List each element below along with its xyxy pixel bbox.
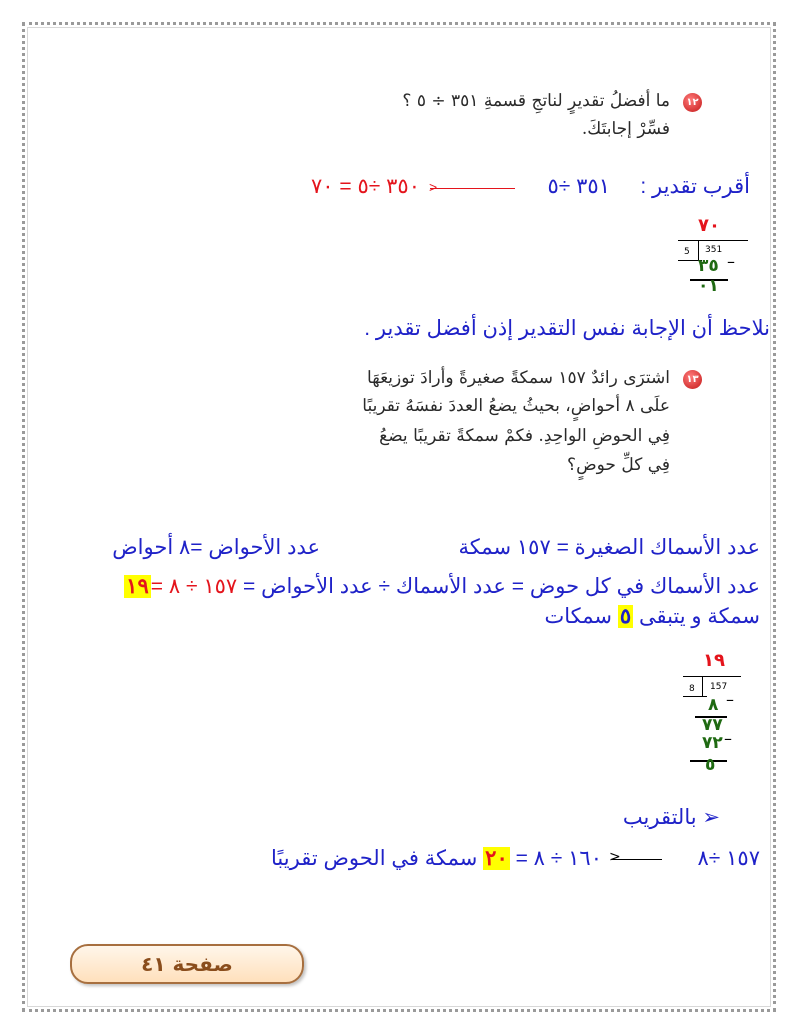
approx-heading	[623, 805, 720, 830]
page-number-badge: صفحة ٤١	[70, 944, 304, 984]
q13-divisor-line	[683, 696, 707, 697]
per-tank-calc: ١٥٧ ÷ ٨ =	[150, 575, 238, 598]
q13-dividend: 157	[710, 682, 728, 692]
estimate-arrow-head: <	[429, 179, 438, 195]
q13-division-bar	[683, 676, 741, 677]
q12-divisor: 5	[684, 247, 690, 257]
approx-arrow-head: <	[609, 849, 621, 865]
q12-minus: –	[727, 252, 735, 271]
estimate-label: أقرب تقدير :	[640, 175, 750, 198]
q12-dividend: 351	[705, 245, 723, 255]
approx-post: سمكة في الحوض تقريبًا	[271, 847, 484, 870]
question-13-line-3: فِي الحوضِ الواحِدِ. فكمْ سمكةً تقريبًا يضعُ	[379, 426, 670, 446]
q12-subtract: ٣٥	[698, 256, 719, 276]
question-13-badge: ١٣	[683, 370, 702, 389]
q13-rem1: ٧٧	[702, 715, 723, 735]
leftover-line	[544, 604, 760, 629]
approx-left: ١٥٧ ÷٨	[697, 847, 760, 870]
question-12-line-2: فسِّرْ إجابتَكَ.	[581, 119, 670, 139]
estimate-result: ٣٥٠ ÷٥ = ٧٠	[311, 175, 420, 198]
fish-count: عدد الأسماك الصغيرة = ١٥٧ سمكة	[458, 536, 760, 559]
leftover-pre: سمكة و يتبقى	[633, 605, 760, 628]
q12-note: نلاحظ أن الإجابة نفس التقدير إذن أفضل تقدير .	[364, 317, 770, 340]
question-12-badge: ١٢	[683, 93, 702, 112]
estimate-expression: ٣٥١ ÷٥	[547, 175, 610, 198]
per-tank-formula	[124, 574, 760, 599]
q13-remainder: ٥	[705, 755, 716, 775]
tank-count: عدد الأحواض =٨ أحواض	[112, 536, 320, 559]
leftover-value: ٥	[619, 605, 632, 628]
question-13-line-2: علَى ٨ أحواضٍ، بحيثُ يضعُ العددَ نفسَهُ تقريبًا	[362, 396, 670, 416]
approx-mid: ١٦٠ ÷ ٨ =	[509, 847, 602, 870]
question-13-line-4: فِي كلِّ حوضٍ؟	[567, 455, 670, 475]
approx-bullet-icon: ➢	[696, 806, 720, 829]
leftover-post: سمكات	[544, 605, 618, 628]
approx-answer: ٢٠	[485, 847, 508, 870]
question-13-line-1: اشترَى رائدٌ ١٥٧ سمكةً صغيرةً وأرادَ توزيعَهَا	[367, 368, 670, 388]
q13-minus-2: –	[724, 729, 732, 748]
q12-remainder: ٠١	[698, 276, 719, 296]
per-tank-answer: ١٩	[126, 575, 149, 598]
q13-quotient: ١٩	[703, 650, 725, 671]
approx-result	[271, 846, 602, 871]
q13-sub2: ٧٢	[702, 733, 723, 753]
q13-sub1: ٨	[708, 695, 719, 715]
estimate-arrow	[430, 188, 515, 189]
q12-division-bar	[678, 240, 748, 241]
q12-quotient: ٧٠	[698, 215, 720, 236]
q13-divisor: 8	[689, 684, 695, 694]
question-12-line-1: ما أفضلُ تقديرٍ لناتجِ قسمةِ ٣٥١ ÷ ٥ ؟	[402, 91, 670, 111]
q13-minus-1: –	[726, 690, 734, 709]
q13-division-bracket	[702, 676, 703, 696]
per-tank-text: عدد الأسماك في كل حوض = عدد الأسماك ÷ عدد الأحواض =	[237, 575, 760, 598]
approx-label: بالتقريب	[622, 806, 697, 829]
